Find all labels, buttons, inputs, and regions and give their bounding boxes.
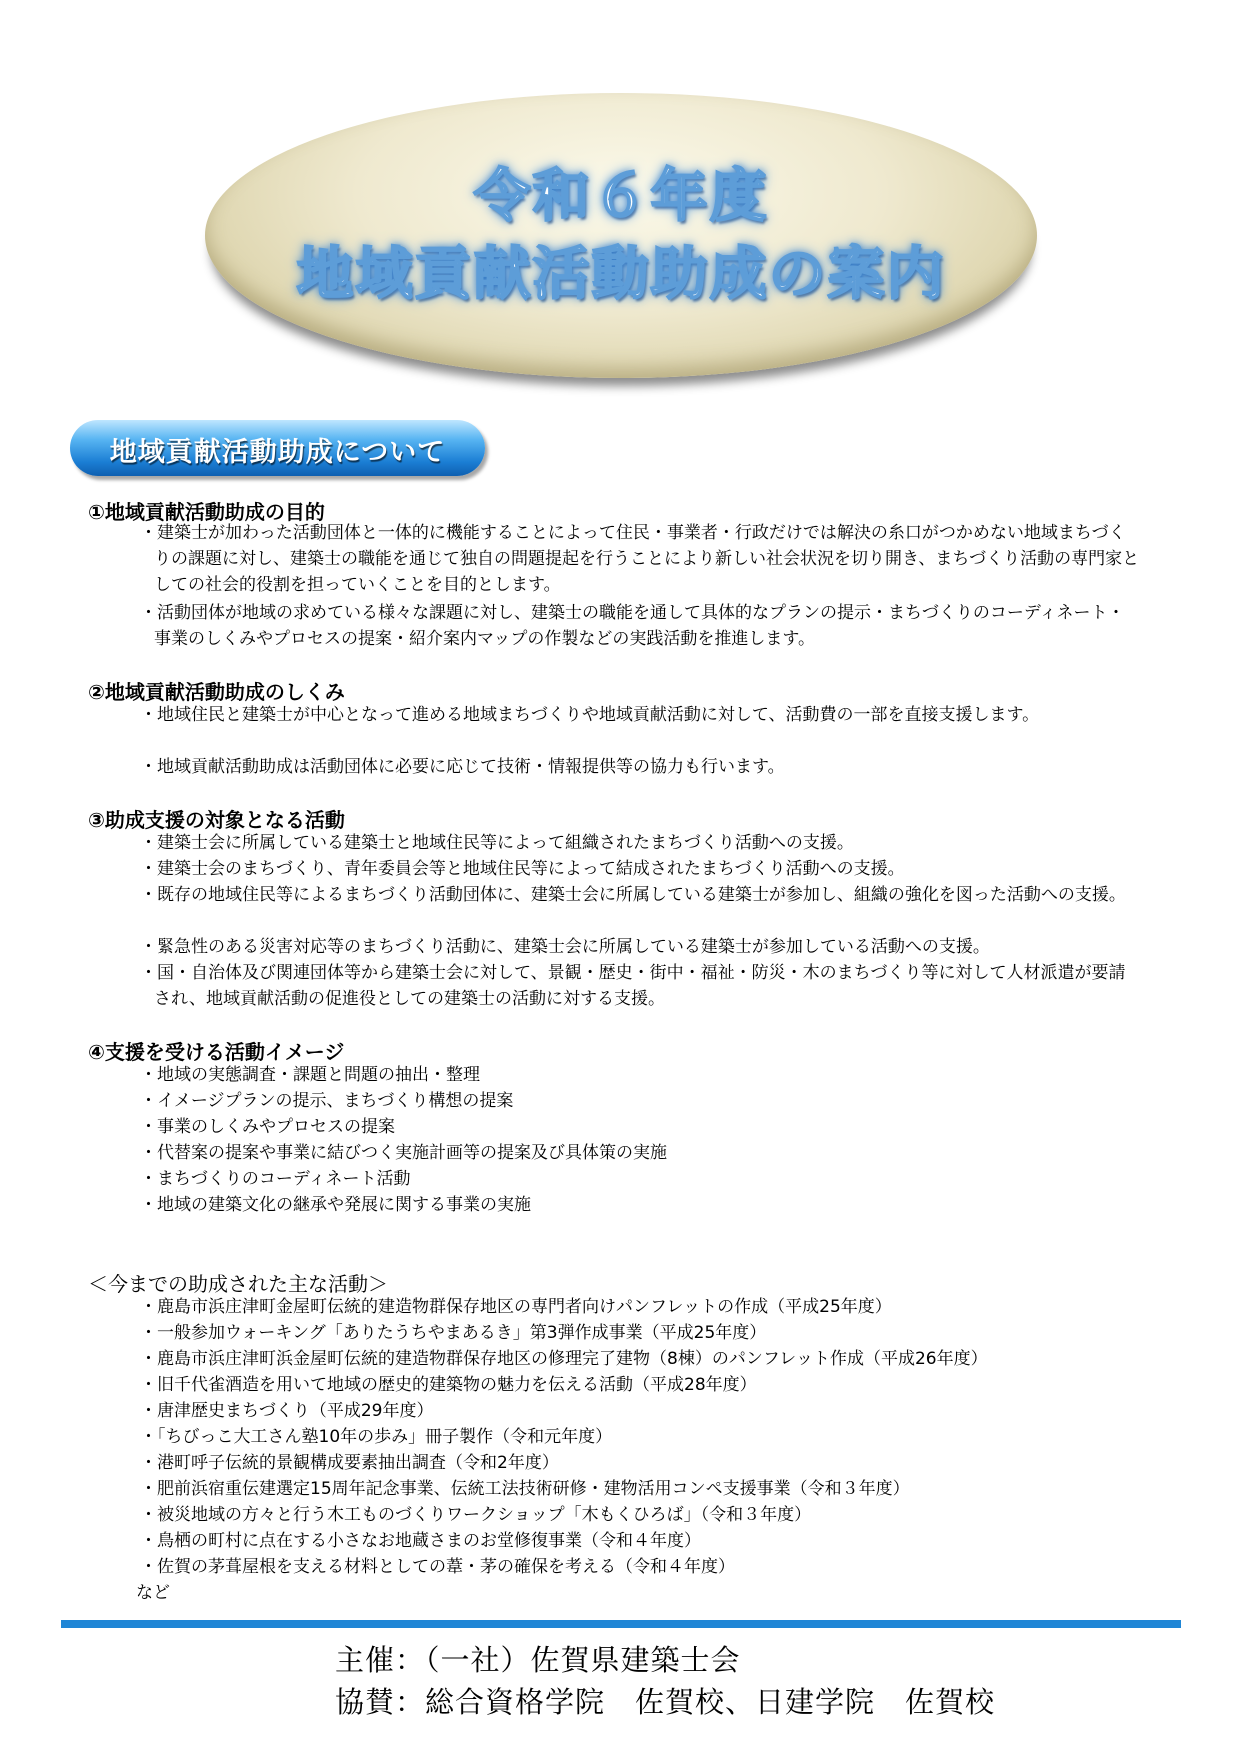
section-2-heading: ②地域貢献活動助成のしくみ [88,680,345,704]
past-activity-item: ・鳥栖の町村に点在する小さなお地蔵さまのお堂修復事業（令和４年度） [140,1531,701,1551]
past-activity-item: ・肥前浜宿重伝建選定15周年記念事業、伝統工法技術研修・建物活用コンペ支援事業（令和３年度） [140,1479,910,1499]
list-item: ・まちづくりのコーディネート活動 [140,1169,411,1189]
footer-sponsor: 協賛：総合資格学院 佐賀校、日建学院 佐賀校 [335,1685,996,1719]
list-item: ・地域の建築文化の継承や発展に関する事業の実施 [140,1195,531,1215]
page-title-line2: 地域貢献活動助成の案内 [296,241,946,307]
list-item: ・地域住民と建築士が中心となって進める地域まちづくりや地域貢献活動に対して、活動費の一部を直接支援します。 [140,705,1040,725]
list-item: ・建築士会のまちづくり、青年委員会等と地域住民等によって結成されたまちづくり活動への支援。 [140,859,905,879]
list-item: ・イメージプランの提示、まちづくり構想の提案 [140,1091,514,1111]
past-activity-item: ・港町呼子伝統的景観構成要素抽出調査（令和2年度） [140,1453,559,1473]
past-activity-item: ・鹿島市浜庄津町浜金屋町伝統的建造物群保存地区の修理完了建物（8棟）のパンフレット作成（平成26年度） [140,1349,988,1369]
past-activities-heading: ＜今までの助成された主な活動＞ [88,1272,388,1296]
past-activity-item: ・「ちびっこ大工さん塾10年の歩み」冊子製作（令和元年度） [140,1427,613,1447]
section-header [70,420,485,476]
page-title-line1: 令和６年度 [473,163,769,229]
past-activity-item: ・一般参加ウォーキング「ありたうちやまあるき」第3弾作成事業（平成25年度） [140,1323,767,1343]
section-4-heading: ④支援を受ける活動イメージ [88,1040,345,1064]
section-1-heading: ①地域貢献活動助成の目的 [88,500,325,524]
past-activity-item: ・鹿島市浜庄津町金屋町伝統的建造物群保存地区の専門者向けパンフレットの作成（平成25年度） [140,1297,892,1317]
list-item: ・建築士会に所属している建築士と地域住民等によって組織されたまちづくり活動への支援。 [140,833,854,853]
list-item: ・活動団体が地域の求めている様々な課題に対し、建築士の職能を通して具体的なプランの提示・まちづくりのコーディネート・事業のしくみやプロセスの提案・紹介案内マップの作製などの実践活動を推進します。 [140,603,1125,649]
past-activity-item: ・被災地域の方々と行う木工ものづくりワークショップ「木もくひろば」（令和３年度） [140,1505,812,1525]
footer-divider [61,1620,1181,1628]
footer-organizer: 主催：（一社）佐賀県建築士会 [335,1643,741,1677]
section-header-label: 地域貢献活動助成について [109,437,446,468]
list-item: ・建築士が加わった活動団体と一体的に機能することによって住民・事業者・行政だけでは解決の糸口がつかめない地域まちづくりの課題に対し、建築士の職能を通じて独自の問題提起を行うことにより新しい社会状況を切り開き、まちづくり活動の専門家としての社会的役割を担っていくことを目的とします。 [140,523,1140,595]
past-activity-item: ・唐津歴史まちづくり（平成29年度） [140,1401,434,1421]
list-item: ・緊急性のある災害対応等のまちづくり活動に、建築士会に所属している建築士が参加している活動への支援。 [140,937,990,957]
section-3-heading: ③助成支援の対象となる活動 [88,808,345,832]
past-activity-item: ・佐賀の茅葺屋根を支える材料としての葦・茅の確保を考える（令和４年度） [140,1557,735,1577]
list-item: ・既存の地域住民等によるまちづくり活動団体に、建築士会に所属している建築士が参加し、組織の強化を図った活動への支援。 [140,885,1126,905]
past-activity-etc: など [136,1583,170,1603]
list-item: ・事業のしくみやプロセスの提案 [140,1117,395,1137]
list-item: ・地域貢献活動助成は活動団体に必要に応じて技術・情報提供等の協力も行います。 [140,757,785,777]
list-item: ・代替案の提案や事業に結びつく実施計画等の提案及び具体策の実施 [140,1143,667,1163]
past-activity-item: ・旧千代雀酒造を用いて地域の歴史的建築物の魅力を伝える活動（平成28年度） [140,1375,757,1395]
list-item: ・国・自治体及び関連団体等から建築士会に対して、景観・歴史・街中・福祉・防災・木のまちづくり等に対して人材派遣が要請され、地域貢献活動の促進役としての建築士の活動に対する支援。 [140,963,1126,1009]
list-item: ・地域の実態調査・課題と問題の抽出・整理 [140,1065,480,1085]
